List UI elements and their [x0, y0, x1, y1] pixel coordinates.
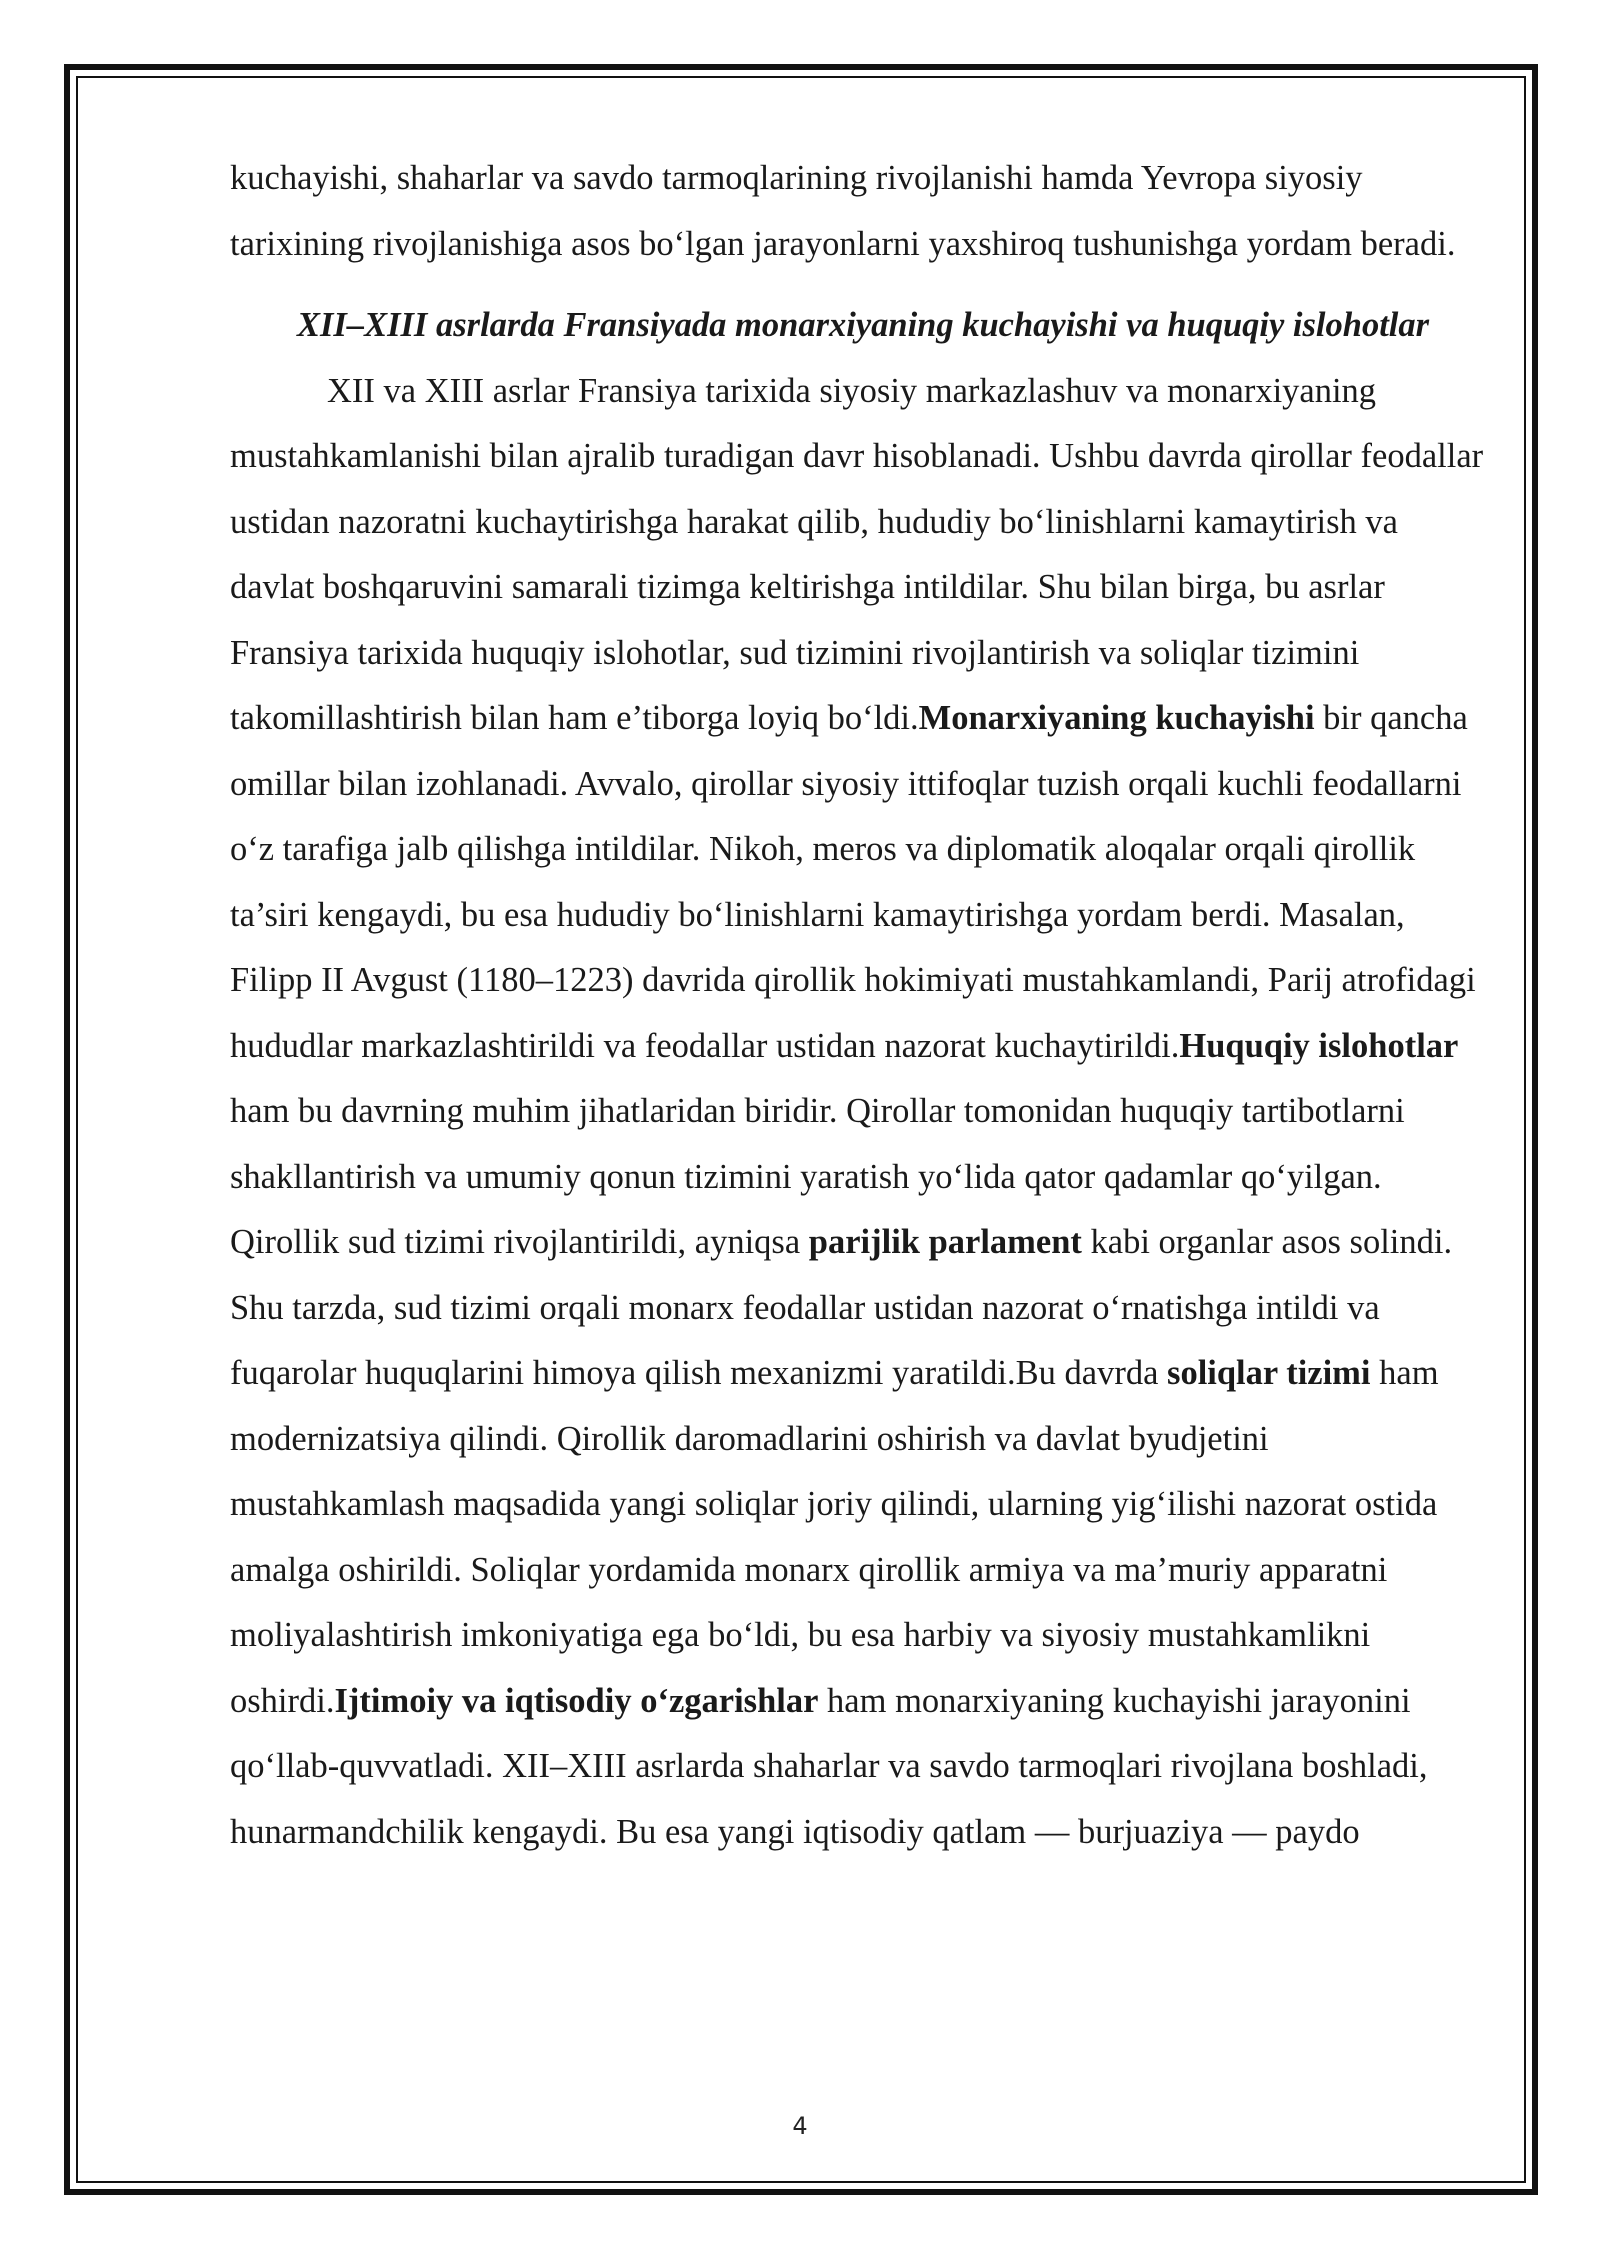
bold-term: parijlik parlament	[808, 1223, 1082, 1261]
bold-term: Huquqiy islohotlar	[1179, 1026, 1459, 1065]
body-text: ham modernizatsiya qilindi. Qirollik daromadlarini oshirish va davlat byudjetini mustahkamlash maqsadida yangi soliqlar joriy qilindi, ularning yig‘ilishi nazorat ostida amalga oshirildi. Soliqlar yordamida monarx qirollik armiya va ma’muriy apparatni moliyalashtirish imkoniyatiga ega bo‘ldi, bu esa harbiy va siyosiy mustahkamlikni oshirdi.	[230, 1354, 1439, 1720]
section-heading: XII–XIII asrlarda Fransiyada monarxiyaning kuchayishi va huquqiy islohotlar	[296, 306, 1430, 344]
body-text: kabi organlar asos solindi. Shu tarzda, sud tizimi orqali monarx feodallar ustidan nazorat o‘rnatishga intildi va fuqarolar huquqlarini himoya qilish mexanizmi yaratildi.Bu davrda	[230, 1223, 1453, 1392]
bold-term: soliqlar tizimi	[1167, 1354, 1371, 1392]
body-text: bir qancha omillar bilan izohlanadi. Avvalo, qirollar siyosiy ittifoqlar tuzish orqali kuchli feodallarni o‘z tarafiga jalb qilishga intildilar. Nikoh, meros va diplomatik aloqalar orqali qirollik ta’siri kengaydi, bu esa hududiy bo‘linishlarni kamaytirishga yordam berdi. Masalan, Filipp II Avgust (1180–1223) davrida qirollik hokimiyati mustahkamlandi, Parij atrofidagi hududlar markazlashtirildi va feodallar ustidan nazorat kuchaytirildi.	[230, 699, 1476, 1065]
bold-term: Monarxiyaning kuchayishi	[918, 699, 1315, 737]
body-text: ham bu davrning muhim jihatlaridan biridir. Qirollar tomonidan huquqiy tartibotlarni shakllantirish va umumiy qonun tizimini yaratish yo‘lida qator qadamlar qo‘yilgan. Qirollik sud tizimi rivojlantirildi, ayniqsa	[230, 1092, 1405, 1261]
page-content	[230, 146, 1488, 1865]
body-paragraph	[230, 359, 1488, 1866]
body-text: ham monarxiyaning kuchayishi jarayonini qo‘llab-quvvatladi. XII–XIII asrlarda shaharlar va savdo tarmoqlari rivojlana boshladi, hunarmandchilik kengaydi. Bu esa yangi iqtisodiy qatlam — burjuaziya — paydo	[230, 1681, 1428, 1851]
intro-paragraph: kuchayishi, shaharlar va savdo tarmoqlarining rivojlanishi hamda Yevropa siyosiy tarixining rivojlanishiga asos bo‘lgan jarayonlarni yaxshiroq tushunishga yordam beradi.	[230, 159, 1456, 263]
bold-term: Ijtimoiy va iqtisodiy o‘zgarishlar	[334, 1681, 819, 1720]
body-text: XII va XIII asrlar Fransiya tarixida siyosiy markazlashuv va monarxiyaning mustahkamlanishi bilan ajralib turadigan davr hisoblanadi. Ushbu davrda qirollar feodallar ustidan nazoratni kuchaytirishga harakat qilib, hududiy bo‘linishlarni kamaytirish va davlat boshqaruvini samarali tizimga keltirishga intildilar. Shu bilan birga, bu asrlar Fransiya tarixida huquqiy islohotlar, sud tizimini rivojlantirish va soliqlar tizimini takomillashtirish bilan ham e’tiborga loyiq bo‘ldi.	[230, 371, 1484, 737]
page-number: 4	[792, 2112, 808, 2140]
